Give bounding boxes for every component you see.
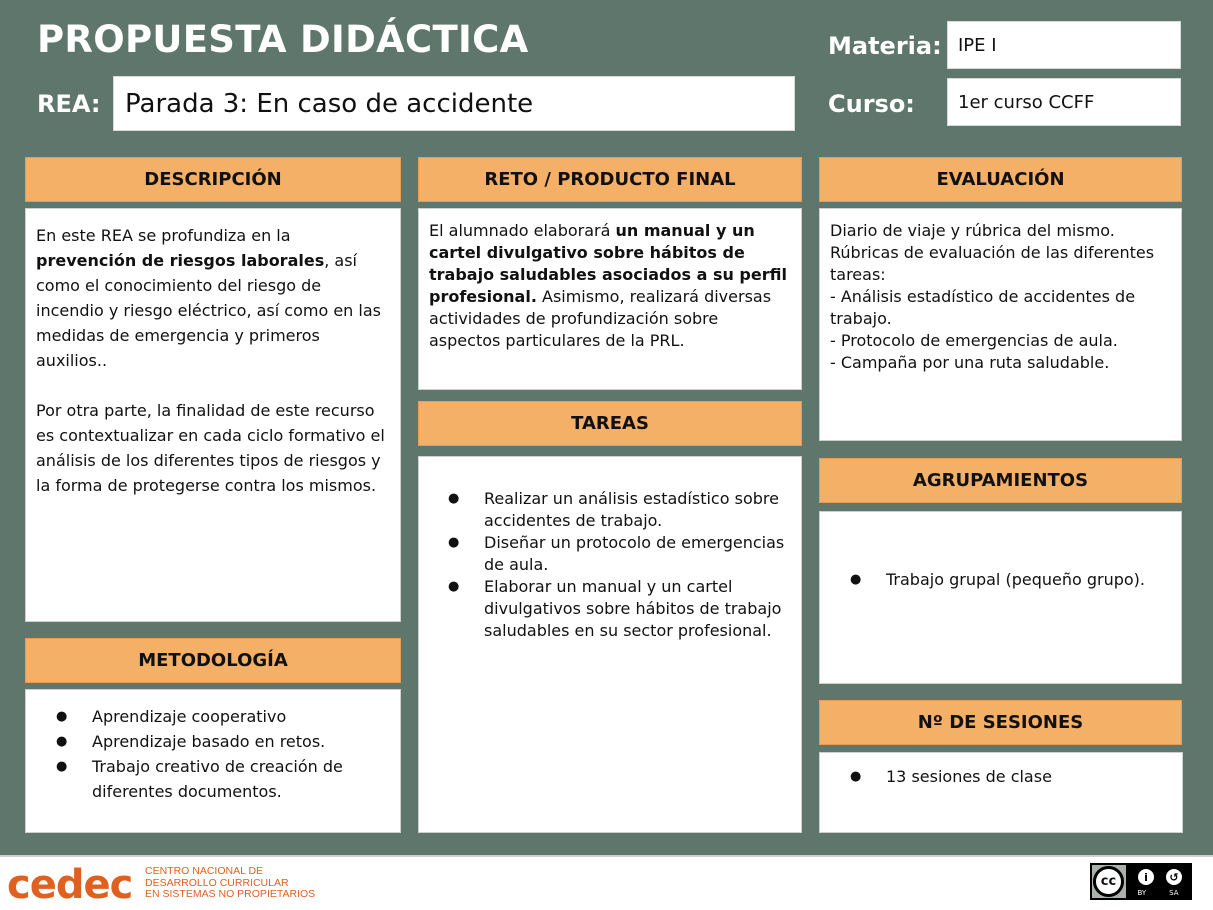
curso-label: Curso: [828, 90, 915, 118]
reto-paragraph [429, 220, 791, 352]
by-label: BY [1137, 889, 1147, 897]
list-item [886, 764, 1172, 789]
list-item [484, 488, 791, 532]
descripcion-text-bold: prevención de riesgos laborales [36, 251, 325, 270]
list-item-text: Trabajo grupal (pequeño grupo). [886, 570, 1145, 589]
tareas-panel [418, 456, 802, 833]
cc-license-terms [1126, 865, 1190, 898]
by-icon: i [1136, 867, 1156, 887]
sesiones-panel [819, 752, 1183, 833]
list-item-text: Aprendizaje cooperativo [92, 707, 287, 726]
sesiones-list [886, 764, 1172, 789]
cedec-subtitle [145, 866, 315, 901]
descripcion-text-c: , así como el conocimiento del riesgo de incendio y riesgo eléctrico, así como en las medidas de emergencia y primeros auxilios.. [36, 251, 381, 370]
cedec-subtitle-line: EN SISTEMAS NO PROPIETARIOS [145, 888, 316, 900]
list-item [886, 567, 1171, 592]
list-item-text: Trabajo creativo de creación de diferentes documentos. [92, 757, 343, 801]
list-item-text: 13 sesiones de clase [886, 767, 1052, 786]
reto-text-bold: un manual y un cartel divulgativo sobre hábitos de trabajo saludables asociados a su perfil profesional. [429, 221, 787, 306]
reto-text-c: Asimismo, realizará diversas actividades de profundización sobre aspectos particulares de la PRL. [429, 287, 772, 350]
descripcion-text-a: En este REA se profundiza en la [36, 226, 291, 245]
cc-tags [1126, 889, 1190, 897]
descripcion-paragraph-1 [36, 223, 390, 373]
materia-label: Materia: [828, 32, 942, 60]
curso-field [947, 78, 1181, 126]
descripcion-panel [25, 208, 401, 622]
sa-label: SA [1169, 889, 1179, 897]
curso-value: 1er curso CCFF [958, 91, 1095, 113]
rea-field [113, 76, 795, 131]
materia-value: IPE I [958, 34, 997, 56]
list-item [92, 729, 390, 754]
agrupamientos-panel [819, 511, 1182, 684]
list-item-text: Aprendizaje basado en retos. [92, 732, 326, 751]
tareas-header: TAREAS [418, 401, 802, 446]
list-item [92, 704, 390, 729]
agrupamientos-header: AGRUPAMIENTOS [819, 458, 1182, 503]
rea-value: Parada 3: En caso de accidente [125, 88, 534, 119]
tareas-list [484, 488, 791, 642]
evaluacion-header: EVALUACIÓN [819, 157, 1182, 202]
evaluacion-line: Diario de viaje y rúbrica del mismo. [830, 221, 1115, 240]
descripcion-header: DESCRIPCIÓN [25, 157, 401, 202]
reto-panel [418, 208, 802, 390]
rea-label: REA: [37, 90, 101, 118]
cedec-subtitle-line: DESARROLLO CURRICULAR [145, 876, 289, 889]
cc-icon: cc [1093, 866, 1124, 897]
evaluacion-line: Rúbricas de evaluación de las diferentes tareas: [830, 243, 1155, 284]
page-title: PROPUESTA DIDÁCTICA [37, 18, 529, 61]
metodologia-header: METODOLOGÍA [25, 638, 401, 683]
list-item [92, 754, 390, 804]
evaluacion-line: - Protocolo de emergencias de aula. [830, 331, 1118, 350]
list-item-text: Diseñar un protocolo de emergencias de aula. [484, 533, 785, 574]
sa-icon: ↺ [1164, 867, 1184, 887]
evaluacion-line: - Análisis estadístico de accidentes de trabajo. [830, 287, 1136, 328]
cedec-logo[interactable]: cedec [7, 862, 133, 908]
evaluacion-line: - Campaña por una ruta saludable. [830, 353, 1110, 372]
reto-header: RETO / PRODUCTO FINAL [418, 157, 802, 202]
cedec-subtitle-line: CENTRO NACIONAL DE [145, 865, 264, 877]
descripcion-paragraph-2: Por otra parte, la finalidad de este recurso es contextualizar en cada ciclo formativo el análisis de los diferentes tipos de riesgos y la forma de protegerse contra los mismos. [36, 401, 385, 495]
materia-field [947, 21, 1181, 69]
metodologia-panel [25, 689, 401, 833]
metodologia-list [92, 704, 390, 804]
list-item [484, 532, 791, 576]
agrupamientos-list [886, 567, 1171, 592]
list-item-text: Realizar un análisis estadístico sobre accidentes de trabajo. [484, 489, 779, 530]
sesiones-header: Nº DE SESIONES [819, 700, 1182, 745]
cc-license-badge[interactable] [1090, 863, 1192, 900]
list-item [484, 576, 791, 642]
evaluacion-panel [819, 208, 1182, 441]
list-item-text: Elaborar un manual y un cartel divulgativos sobre hábitos de trabajo saludables en su sector profesional. [484, 577, 782, 640]
reto-text-a: El alumnado elaborará [429, 221, 616, 240]
